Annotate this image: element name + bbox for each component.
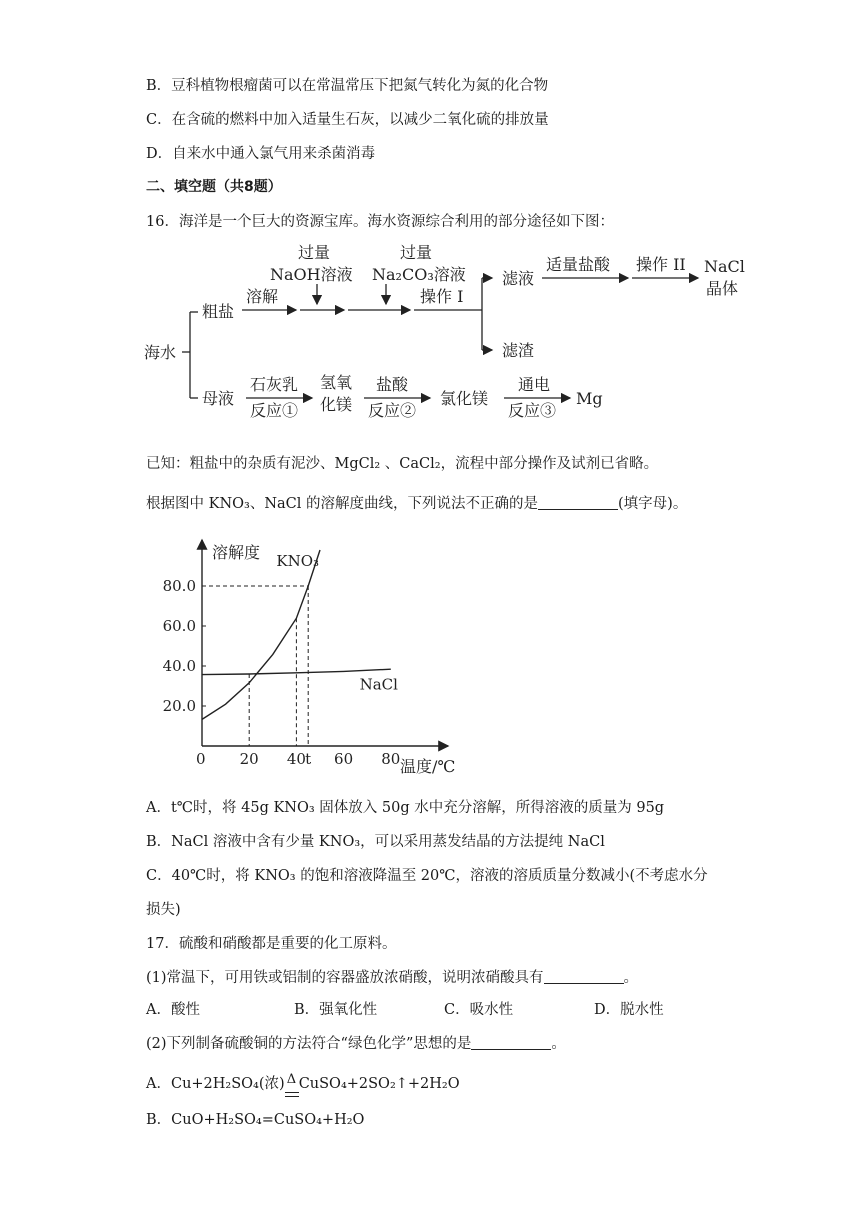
q17-sub2: (2)下列制备硫酸铜的方法符合“绿色化学”思想的是 。 [146,1036,566,1052]
y-tick-label: 40.0 [162,657,196,675]
flow-mgoh-bottom: 化镁 [320,395,353,414]
answer-blank[interactable] [538,495,618,511]
flow-mgoh-top: 氢氧 [320,373,353,392]
x-tick-label: 40 [286,750,306,768]
q17-stem: 17．硫酸和硝酸都是重要的化工原料。 [146,936,397,952]
flow-dissolve: 溶解 [246,287,279,306]
prev-option-b: B．豆科植物根瘤菌可以在常温常压下把氮气转化为氮的化合物 [146,78,549,94]
flow-electrolysis: 通电 [518,375,551,394]
x-tick-label: 60 [334,750,354,768]
answer-blank[interactable] [471,1035,551,1051]
y-tick-label: 20.0 [162,697,196,715]
q17-sub1-text: (1)常温下，可用铁或铝制的容器盛放浓硝酸，说明浓硝酸具有 [146,970,544,986]
q16-known: 已知：粗盐中的杂质有泥沙、MgCl₂ 、CaCl₂，流程中部分操作及试剂已省略。 [146,456,659,472]
q17-sub1-option-b: B．强氧化性 [294,1002,378,1018]
q16-option-c-cont: 损失) [146,902,181,918]
q17-sub1-option-a: A．酸性 [146,1002,200,1018]
flow-reagent2-top: 过量 [400,243,433,262]
y-tick-label: 80.0 [162,577,196,595]
series-label-kno3: KNO₃ [276,552,320,570]
answer-blank[interactable] [544,969,624,985]
q17-sub1-option-c: C．吸水性 [444,1002,514,1018]
q16-option-b: B．NaCl 溶液中含有少量 KNO₃，可以采用蒸发结晶的方法提纯 NaCl [146,834,605,850]
flow-hcl: 盐酸 [376,375,409,394]
heat-symbol: Δ [286,1072,297,1087]
prev-option-c: C．在含硫的燃料中加入适量生石灰，以减少二氧化硫的排放量 [146,112,549,128]
prev-option-d: D．自来水中通入氯气用来杀菌消毒 [146,146,376,162]
flow-reagent1-bottom: NaOH溶液 [270,265,353,284]
q16-stem: 16．海洋是一个巨大的资源宝库。海水资源综合利用的部分途径如下图： [146,214,614,230]
flow-mother-liquor: 母液 [202,389,235,408]
q16-question-text: 根据图中 KNO₃、NaCl 的溶解度曲线，下列说法不正确的是 [146,496,539,512]
flow-acid: 适量盐酸 [546,255,611,274]
q16-question [146,492,687,513]
flow-mgcl2: 氯化镁 [440,389,489,408]
flow-operation2: 操作 II [636,255,686,274]
q17-option-b: B．CuO+H₂SO₄=CuSO₄+H₂O [146,1112,365,1128]
flow-reagent2-bottom: Na₂CO₃溶液 [372,265,466,284]
solubility-chart [150,530,460,780]
q17-option-a-right: CuSO₄+2SO₂↑+2H₂O [298,1076,460,1092]
q17-option-a [146,1072,460,1093]
y-axis-label: 溶解度 [212,543,261,562]
q17-option-a-left: A．Cu+2H₂SO₄(浓) [146,1076,285,1092]
series-line [202,550,320,719]
flow-reaction3: 反应③ [508,401,557,418]
flow-reagent1-top: 过量 [298,243,331,262]
flow-crude-salt: 粗盐 [202,302,235,321]
flow-seawater: 海水 [144,343,177,362]
q17-sub1-option-d: D．脱水性 [594,1002,664,1018]
q16-option-a: A．t℃时，将 45g KNO₃ 固体放入 50g 水中充分溶解，所得溶液的质量为 95g [146,800,665,816]
x-tick-label: 20 [239,750,259,768]
q17-sub1: (1)常温下，可用铁或铝制的容器盛放浓硝酸，说明浓硝酸具有 。 [146,970,639,986]
x-axis-label: 温度/℃ [400,757,456,776]
section-heading: 二、填空题（共8题） [146,179,282,195]
x-tick-label: 80 [381,750,401,768]
x-tick-label: t [305,750,312,768]
flow-mg: Mg [576,389,603,408]
q16-question-tail: (填字母)。 [618,496,688,512]
flow-residue: 滤渣 [502,341,535,360]
flow-product-top: NaCl [704,257,745,276]
q16-option-c: C．40℃时，将 KNO₃ 的饱和溶液降温至 20℃，溶液的溶质质量分数减小(不考虑水分 [146,868,708,884]
flow-lime: 石灰乳 [250,375,299,394]
flow-filtrate: 滤液 [502,269,535,288]
flow-product-bottom: 晶体 [706,279,739,298]
series-label-nacl: NaCl [359,675,398,694]
q17-sub2-text: (2)下列制备硫酸铜的方法符合“绿色化学”思想的是 [146,1036,472,1052]
origin-tick-label: 0 [196,750,206,768]
y-tick-label: 60.0 [162,617,196,635]
flow-operation1: 操作 I [420,287,464,306]
flow-reaction1: 反应① [250,401,299,418]
seawater-flow-diagram [140,238,760,418]
flow-reaction2: 反应② [368,401,417,418]
